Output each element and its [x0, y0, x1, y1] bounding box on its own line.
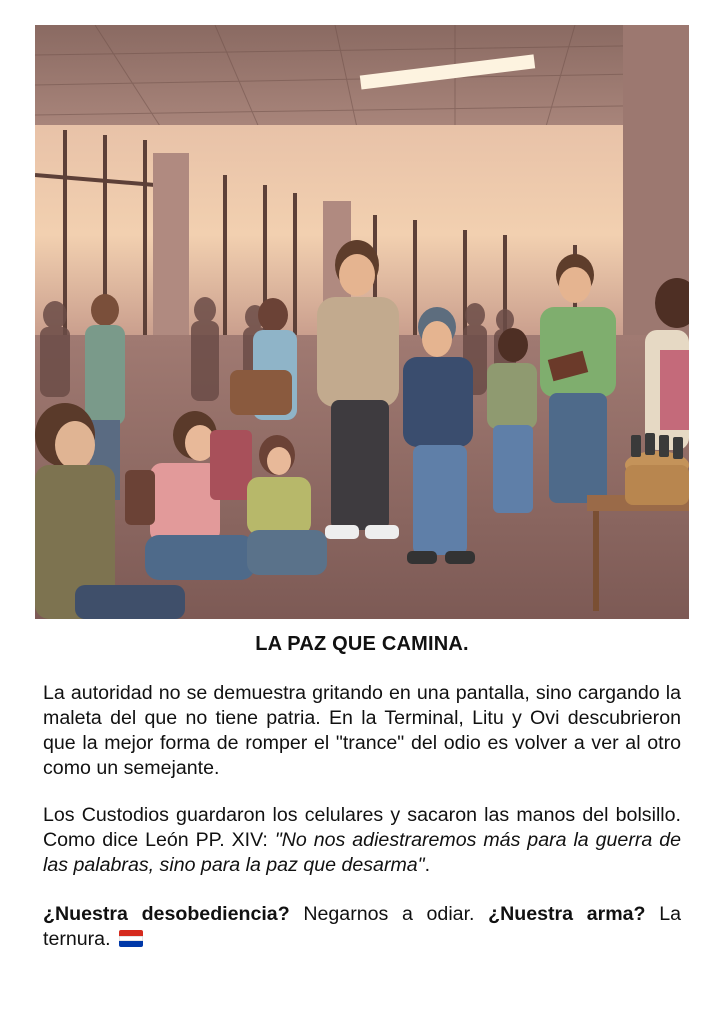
question-disobedience: ¿Nuestra desobediencia? — [43, 903, 290, 925]
question-weapon: ¿Nuestra arma? — [488, 903, 646, 925]
paragraph-2-end: . — [424, 854, 431, 876]
terminal-scene-illustration — [35, 25, 689, 619]
illustration-svg — [35, 25, 689, 619]
paragraph-2-intro: Los Custodios guardaron los celulares y sacaron las manos del bolsillo. Como dice León PP. XIV: — [43, 804, 681, 851]
flag-stripe-blue — [119, 941, 143, 947]
leon-quote: "No nos adiestraremos más para la guerra de las palabras, sino para la paz que desarma" — [43, 829, 681, 876]
paragraph-3 — [43, 902, 681, 952]
answer-weapon: La ternura. — [43, 903, 681, 950]
paragraph-2 — [43, 803, 681, 878]
paragraph-1: La autoridad no se demuestra gritando en una pantalla, sino cargando la maleta del que no tiene patria. En la Terminal, Litu y Ovi descubrieron que la mejor forma de romper el "trance" del odio es volver a ver al otro como un semejante. — [43, 682, 681, 779]
paraguay-flag-icon — [119, 930, 143, 947]
answer-disobedience: Negarnos a odiar. — [289, 903, 489, 925]
page-title: LA PAZ QUE CAMINA. — [255, 633, 469, 655]
